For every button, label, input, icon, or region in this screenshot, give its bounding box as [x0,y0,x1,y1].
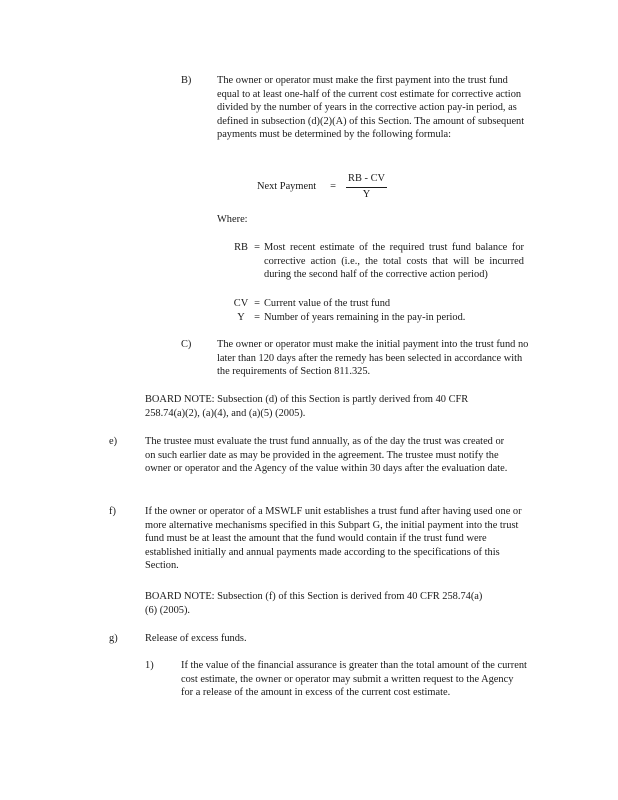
item-g1-text: If the value of the financial assurance is greater than the total amount of the current cost estimate, the owner or operator may submit a written request to the Agency for a release of the amount in excess of the current cost estimate. [181,660,527,698]
definition-equals: = [254,242,260,253]
next-payment-formula [257,172,387,201]
where-label: Where: [217,214,248,225]
definition-cv [232,297,532,311]
item-f-text: If the owner or operator of a MSWLF unit establishes a trust fund after having used one or more alternative mechanisms specified in this Subpart G, the initial payment into the trust fund must be at least the amount that the fund would contain if the trust fund were established initially and annual payments made according to the specifications of this Section. [145,506,522,571]
definition-y [232,311,532,325]
board-note-2: BOARD NOTE: Subsection (f) of this Section is derived from 40 CFR 258.74(a)(6) (2005). [145,591,483,616]
definition-text: Number of years remaining in the pay-in period. [264,312,466,323]
item-c-label: C) [181,339,192,350]
formula-fraction [346,172,387,201]
board-note-1: BOARD NOTE: Subsection (d) of this Section is partly derived from 40 CFR 258.74(a)(2), (a)(4), and (a)(5) (2005). [145,394,469,419]
item-f-label: f) [109,506,116,517]
definition-rb [232,241,532,297]
item-g1-label: 1) [145,660,154,671]
item-c-text: The owner or operator must make the initial payment into the trust fund no later than 120 days after the remedy has been selected in accordance with the requirements of Section 811.325. [217,339,529,377]
item-e-label: e) [109,436,118,447]
definition-text: Most recent estimate of the required trust fund balance for corrective action (i.e., the total costs that will be incurred during the second half of the corrective action period) [264,242,524,280]
formula-denominator: Y [362,188,371,200]
formula-numerator: RB - CV [346,172,387,188]
definition-symbol: Y [237,312,245,323]
item-g-label: g) [109,633,118,644]
formula-equals: = [330,180,337,192]
item-b-text: The owner or operator must make the first payment into the trust fund equal to at least one-half of the current cost estimate for corrective action divided by the number of years in the corrective action pay-in period, as defined in subsection (d)(2)(A) of this Section. The amount of subsequent payments must be determined by the following formula: [217,75,525,140]
item-g-heading: Release of excess funds. [145,633,247,644]
item-b-label: B) [181,75,192,86]
definition-symbol: RB [234,242,248,253]
definition-symbol: CV [233,298,249,309]
definition-text: Current value of the trust fund [264,298,391,309]
formula-lhs: Next Payment [257,180,317,192]
item-e-text: The trustee must evaluate the trust fund annually, as of the day the trust was created or on such earlier date as may be provided in the agreement. The trustee must notify the owner or operator and the Agency of the value within 30 days after the evaluation date. [145,436,508,474]
definition-equals: = [254,312,260,323]
definition-equals: = [254,298,260,309]
